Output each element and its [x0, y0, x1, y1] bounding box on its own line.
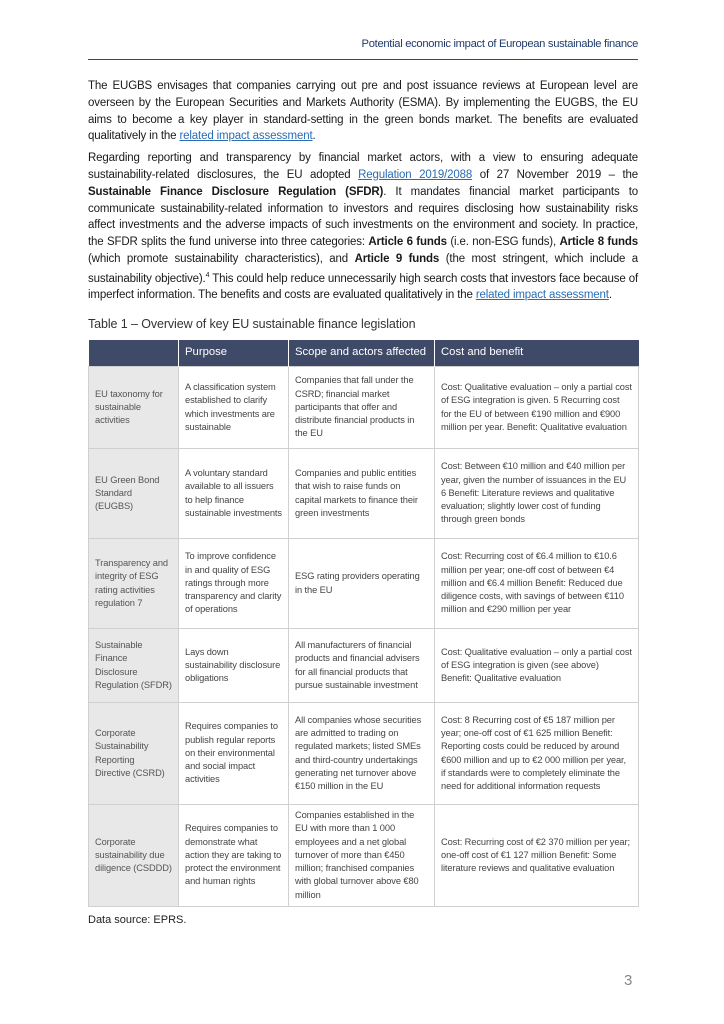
- paragraph-text: The EUGBS envisages that companies carrying out pre and post issuance reviews at European level are overseen by the European Securities and Markets Authority (ESMA). By implementing the EUGBS, the EU aims to become a key player in standard-setting in the green bonds market. The benefits are evaluated qualitatively in the: [88, 80, 638, 143]
- table-row: [89, 449, 639, 539]
- footnote-ref[interactable]: 4: [205, 271, 210, 279]
- table-cell: Cost: 8 Recurring cost of €5 187 million per year; one-off cost of €1 625 million Benefit: Reporting costs could be reduced by around €600 million and up to €2 000 million per year, if standards were to completely eliminate the need for additional information requests: [435, 703, 639, 805]
- table-cell: ESG rating providers operating in the EU: [289, 539, 435, 629]
- table-row: [89, 703, 639, 805]
- table-cell: Lays down sustainability disclosure obligations: [179, 629, 289, 703]
- table-cell: Cost: Qualitative evaluation – only a partial cost of ESG integration is given. 5 Recurring cost for the EU of between €190 million and €900 million per year. Benefit: Qualitative evaluation: [435, 367, 639, 449]
- table-cell: To improve confidence in and quality of ESG ratings through more transparency and clarity of operations: [179, 539, 289, 629]
- paragraph-text: .: [312, 130, 316, 143]
- table-cell: A classification system established to clarify which investments are sustainable: [179, 367, 289, 449]
- bold-term: Article 8 funds: [559, 236, 638, 249]
- legislation-table: [88, 340, 639, 907]
- row-header: EU taxonomy for sustainable activities: [89, 367, 179, 449]
- bold-term: Sustainable Finance Disclosure Regulation (SFDR): [88, 185, 384, 198]
- table-row: [89, 805, 639, 907]
- body-text: [88, 78, 638, 309]
- row-header: EU Green Bond Standard (EUGBS): [89, 449, 179, 539]
- impact-assessment-link[interactable]: related impact assessment: [179, 130, 313, 143]
- table-cell: All companies whose securities are admitted to trading on regulated markets; listed SMEs and third-country undertakings generating net turnover above €150 million in the EU: [289, 703, 435, 805]
- table-cell: A voluntary standard available to all issuers to help finance sustainable investments: [179, 449, 289, 539]
- bold-term: Article 6 funds: [368, 236, 447, 249]
- table-cell: Requires companies to publish regular reports on their environmental and social impact activities: [179, 703, 289, 805]
- row-header: Corporate sustainability due diligence (CSDDD): [89, 805, 179, 907]
- table-header-row: [89, 340, 639, 367]
- header-divider: [88, 59, 638, 60]
- table-cell: Cost: Between €10 million and €40 million per year, given the number of issuances in the EU 6 Benefit: Literature reviews and qualitative evaluation; slightly lower cost of funding through green bonds: [435, 449, 639, 539]
- table-cell: Companies established in the EU with more than 1 000 employees and a net global turnover of more than €450 million; franchised companies with global turnover above €80 million: [289, 805, 435, 907]
- table-caption: Table 1 – Overview of key EU sustainable finance legislation: [88, 317, 416, 331]
- paragraph-text: of 27 November 2019 – the: [472, 168, 638, 181]
- row-header: Transparency and integrity of ESG rating activities regulation 7: [89, 539, 179, 629]
- paragraph-text: (the most stringent, which include a sustainability objective).: [88, 252, 639, 285]
- column-header: [89, 340, 179, 367]
- paragraph-text: This could help reduce unnecessarily high search costs that investors face because of imperfect information. The benefits and costs are evaluated qualitatively in the: [88, 272, 638, 302]
- paragraph-text: (which promote sustainability characteristics), and: [88, 252, 355, 265]
- column-header: Scope and actors affected: [289, 340, 435, 367]
- regulation-link[interactable]: Regulation 2019/2088: [358, 168, 473, 181]
- table-cell: Requires companies to demonstrate what action they are taking to protect the environment and human rights: [179, 805, 289, 907]
- data-source-note: Data source: EPRS.: [88, 914, 187, 926]
- table-cell: Companies that fall under the CSRD; financial market participants that offer and distribute financial products in the EU: [289, 367, 435, 449]
- paragraph-text: . It mandates financial market participants to communicate sustainability-related information to investors and requires disclosing how sustainability risks affect investments and the adverse impacts of such investments on the environment and society. In practice, the SFDR splits the fund universe into three categories:: [88, 185, 638, 249]
- page-number: 3: [624, 972, 633, 989]
- row-header: Sustainable Finance Disclosure Regulation (SFDR): [89, 629, 179, 703]
- table-cell: All manufacturers of financial products and financial advisers for all financial products that pursue sustainable investment: [289, 629, 435, 703]
- table-row: [89, 629, 639, 703]
- paragraph-text: Regarding reporting and transparency by financial market actors, with a view to ensuring adequate sustainability-related disclosures, the EU adopted: [88, 152, 638, 181]
- table-cell: Cost: Qualitative evaluation – only a partial cost of ESG integration is given (see above) Benefit: Qualitative evaluation: [435, 629, 639, 703]
- paragraph-eugbs: [88, 78, 638, 145]
- bold-term: Article 9 funds: [354, 252, 440, 265]
- table-cell: Cost: Recurring cost of €2 370 million per year; one-off cost of €1 127 million Benefit: Some literature reviews and qualitative evaluation: [435, 805, 639, 907]
- column-header: Cost and benefit: [435, 340, 639, 367]
- table-cell: Cost: Recurring cost of €6.4 million to €10.6 million per year; one-off cost of between €4 million and €6.4 million Benefit: Reduced due diligence costs, with savings of between €110 million and €290 million per year: [435, 539, 639, 629]
- column-header: Purpose: [179, 340, 289, 367]
- impact-assessment-link[interactable]: related impact assessment: [475, 289, 609, 302]
- table-row: [89, 367, 639, 449]
- paragraph-text: (i.e. non-ESG funds),: [446, 236, 560, 249]
- running-header: Potential economic impact of European sustainable finance: [361, 38, 638, 50]
- table-row: [89, 539, 639, 629]
- paragraph-text: .: [608, 289, 612, 302]
- row-header: Corporate Sustainability Reporting Directive (CSRD): [89, 703, 179, 805]
- table-cell: Companies and public entities that wish to raise funds on capital markets to finance their green investments: [289, 449, 435, 539]
- paragraph-sfdr: [88, 150, 638, 304]
